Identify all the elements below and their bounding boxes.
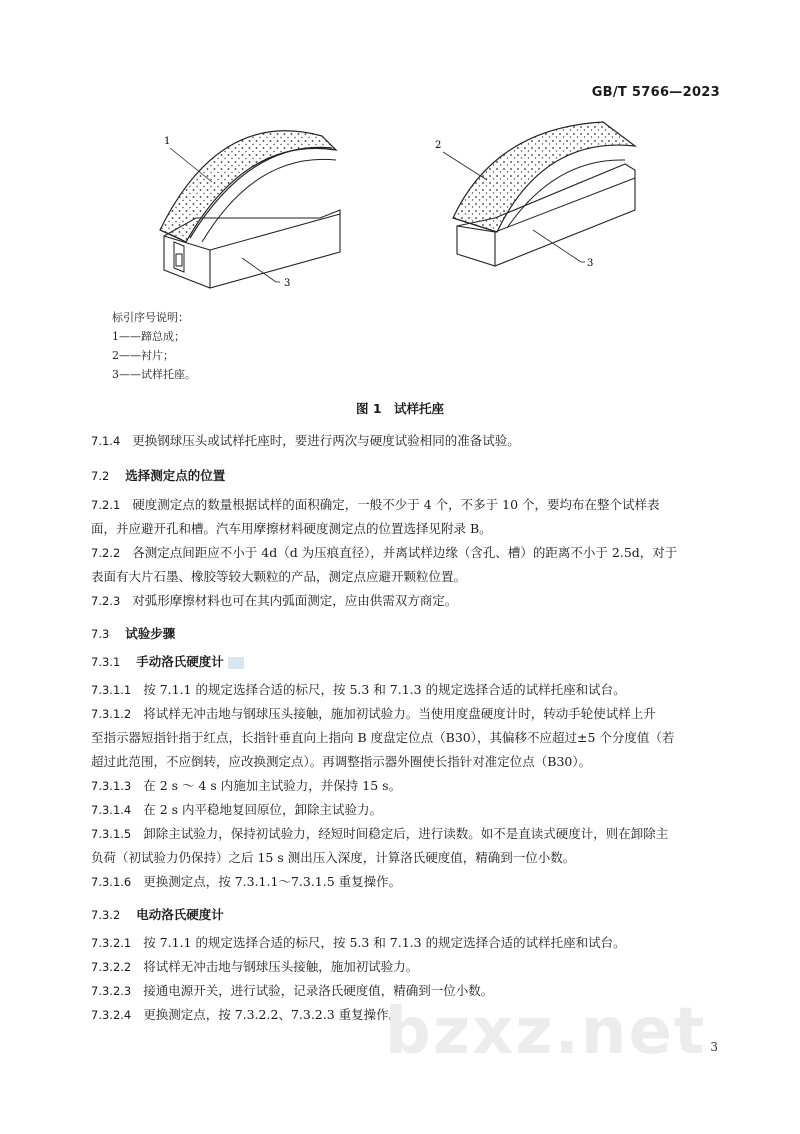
callout-3-left: 3 bbox=[284, 278, 291, 289]
clause-number: 7.2 bbox=[91, 469, 110, 483]
clause-text: 更换钢球压头或试样托座时，要进行两次与硬度试验相同的准备试验。 bbox=[132, 433, 520, 448]
watermark: bzxz.net bbox=[385, 995, 707, 1069]
clause-number: 7.2.1 bbox=[91, 498, 121, 512]
clause-number: 7.2.3 bbox=[91, 594, 121, 608]
legend-item: 3——试样托座。 bbox=[112, 368, 196, 381]
clause-text: 电动洛氏硬度计 bbox=[136, 907, 224, 922]
clause-number: 7.3.2.2 bbox=[91, 960, 132, 974]
section-heading bbox=[91, 652, 731, 672]
figure-lining-holder bbox=[425, 118, 640, 273]
section-heading bbox=[91, 466, 731, 486]
text-line bbox=[91, 848, 731, 868]
clause-number: 7.3.1.1 bbox=[91, 683, 132, 697]
clause-text: 面，并应避开孔和槽。汽车用摩擦材料硬度测定点的位置选择见附录 B。 bbox=[91, 521, 492, 536]
brake-shoe-drawing bbox=[150, 118, 360, 293]
figure-number: 图 1 bbox=[356, 401, 382, 416]
text-line bbox=[91, 800, 731, 820]
clause-text: 对弧形摩擦材料也可在其内弧面测定，应由供需双方商定。 bbox=[132, 593, 458, 608]
clause-text: 更换测定点，按 7.3.2.2、7.3.2.3 重复操作。 bbox=[143, 1007, 402, 1022]
clause-number: 7.3.1 bbox=[91, 655, 121, 669]
text-line bbox=[91, 543, 731, 563]
text-line bbox=[91, 776, 731, 796]
clause-text: 更换测定点，按 7.3.1.1～7.3.1.5 重复操作。 bbox=[143, 874, 402, 889]
text-line bbox=[91, 431, 731, 451]
clause-number: 7.3 bbox=[91, 627, 110, 641]
figure-brake-shoe-assembly bbox=[150, 118, 360, 293]
clause-text: 将试样无冲击地与钢球压头接触，施加初试验力。 bbox=[143, 959, 419, 974]
clause-number: 7.3.2.1 bbox=[91, 936, 132, 950]
text-line bbox=[91, 495, 731, 515]
clause-number: 7.3.2.3 bbox=[91, 984, 132, 998]
lining-holder-drawing bbox=[425, 118, 640, 273]
clause-text: 手动洛氏硬度计 bbox=[136, 654, 224, 669]
callout-1: 1 bbox=[164, 136, 171, 147]
clause-text: 接通电源开关，进行试验，记录洛氏硬度值，精确到一位小数。 bbox=[143, 983, 494, 998]
figure-title: 试样托座 bbox=[393, 401, 444, 416]
text-line bbox=[91, 933, 731, 953]
callout-2: 2 bbox=[435, 140, 442, 151]
figure-caption bbox=[0, 399, 800, 417]
page-number: 3 bbox=[710, 1040, 718, 1054]
clause-text: 超过此范围，不应倒转，应改换测定点）。再调整指示器外圈使长指针对准定位点（B30）。 bbox=[91, 754, 592, 769]
text-line bbox=[91, 567, 731, 587]
text-line bbox=[91, 872, 731, 892]
text-line bbox=[91, 824, 731, 844]
figure-legend bbox=[112, 308, 196, 384]
clause-number: 7.3.2 bbox=[91, 908, 121, 922]
highlight-marker bbox=[228, 657, 244, 669]
text-line bbox=[91, 728, 731, 748]
clause-text: 按 7.1.1 的规定选择合适的标尺，按 5.3 和 7.1.3 的规定选择合适的试样托座和试台。 bbox=[143, 935, 626, 950]
clause-number: 7.3.2.4 bbox=[91, 1008, 132, 1022]
clause-number: 7.3.1.6 bbox=[91, 875, 132, 889]
clause-text: 选择测定点的位置 bbox=[125, 468, 226, 483]
clause-number: 7.1.4 bbox=[91, 434, 121, 448]
section-heading bbox=[91, 624, 731, 644]
text-line bbox=[91, 591, 731, 611]
clause-text: 卸除主试验力，保持初试验力，经短时间稳定后，进行读数。如不是直读式硬度计，则在卸除主 bbox=[143, 826, 669, 841]
text-line bbox=[91, 680, 731, 700]
clause-text: 试验步骤 bbox=[125, 626, 176, 641]
clause-text: 各测定点间距应不小于 4d（d 为压痕直径），并离试样边缘（含孔、槽）的距离不小于 2.5d，对于 bbox=[132, 545, 678, 560]
clause-text: 至指示器短指针指于红点，长指针垂直向上指向 B 度盘定位点（B30），其偏移不应超过±5 个分度值（若 bbox=[91, 730, 675, 745]
text-line bbox=[91, 957, 731, 977]
clause-number: 7.3.1.4 bbox=[91, 803, 132, 817]
legend-item: 2——衬片； bbox=[112, 349, 174, 362]
clause-number: 7.3.1.3 bbox=[91, 779, 132, 793]
text-line bbox=[91, 752, 731, 772]
clause-text: 将试样无冲击地与钢球压头接触，施加初试验力。当使用度盘硬度计时，转动手轮使试样上升 bbox=[143, 706, 656, 721]
clause-text: 在 2 s ～ 4 s 内施加主试验力，并保持 15 s。 bbox=[143, 778, 402, 793]
clause-text: 在 2 s 内平稳地复回原位，卸除主试验力。 bbox=[143, 802, 383, 817]
clause-number: 7.2.2 bbox=[91, 546, 121, 560]
clause-number: 7.3.1.2 bbox=[91, 707, 132, 721]
legend-item: 1——蹄总成； bbox=[112, 330, 185, 343]
legend-title: 标引序号说明： bbox=[112, 311, 189, 324]
standard-number: GB/T 5766—2023 bbox=[591, 85, 720, 100]
text-line bbox=[91, 519, 731, 539]
clause-text: 负荷（初试验力仍保持）之后 15 s 测出压入深度，计算洛氏硬度值，精确到一位小数。 bbox=[91, 850, 576, 865]
clause-number: 7.3.1.5 bbox=[91, 827, 132, 841]
clause-text: 硬度测定点的数量根据试样的面积确定，一般不少于 4 个，不多于 10 个，要均布在整个试样表 bbox=[132, 497, 660, 512]
callout-3-right: 3 bbox=[587, 258, 594, 269]
text-line bbox=[91, 704, 731, 724]
clause-text: 按 7.1.1 的规定选择合适的标尺，按 5.3 和 7.1.3 的规定选择合适的试样托座和试台。 bbox=[143, 682, 626, 697]
section-heading bbox=[91, 905, 731, 925]
clause-text: 表面有大片石墨、橡胶等较大颗粒的产品，测定点应避开颗粒位置。 bbox=[91, 569, 467, 584]
